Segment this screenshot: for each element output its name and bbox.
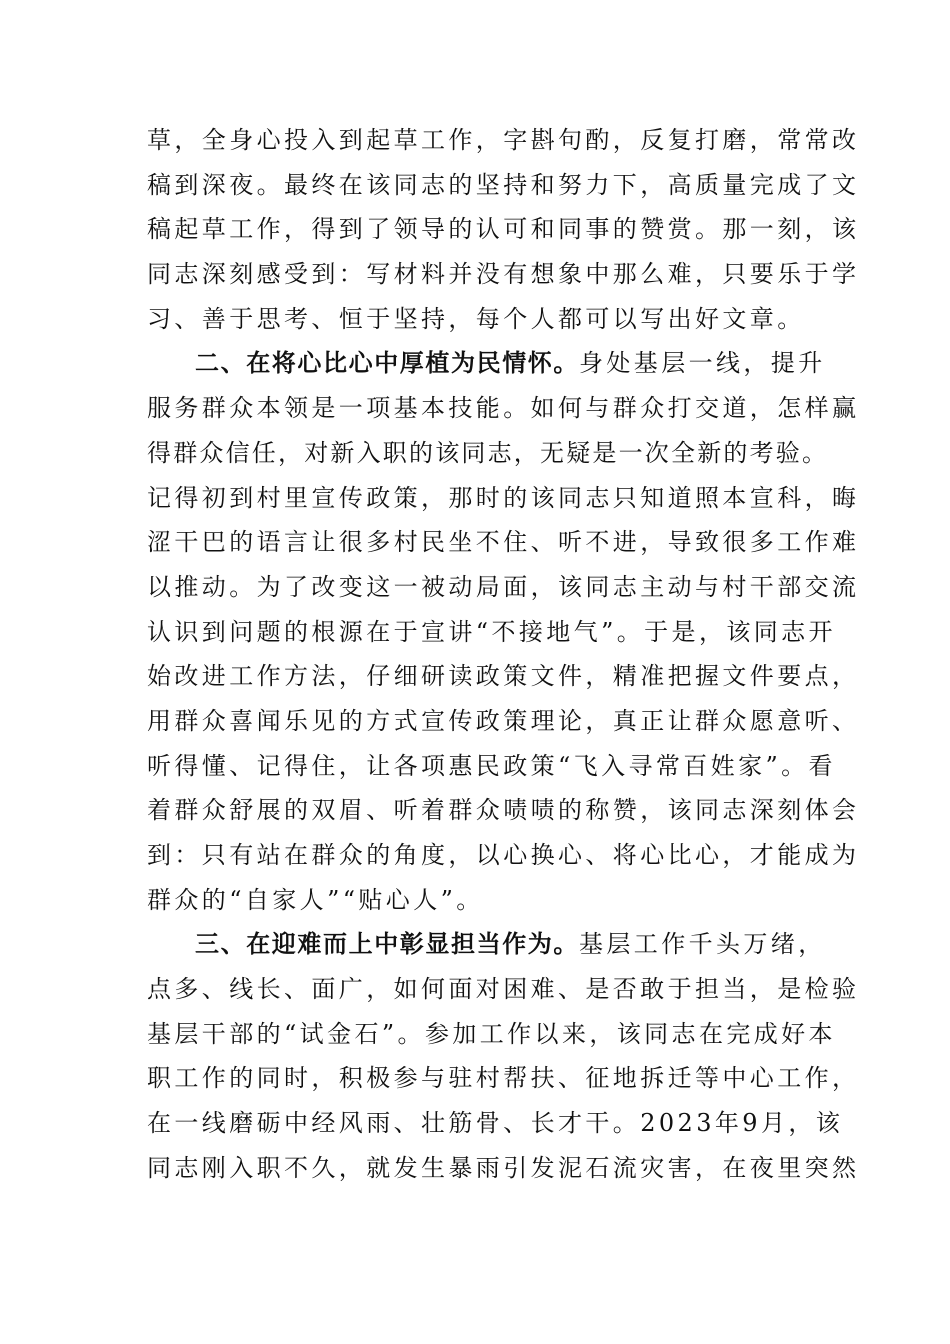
- text-line: [147, 922, 826, 967]
- text-line: 同志深刻感受到：写材料并没有想象中那么难，只要乐于学: [147, 260, 860, 289]
- paragraph-section1-continued: [147, 118, 860, 341]
- text-line: 基层干部的“试金石”。参加工作以来，该同志在完成好本: [147, 1019, 836, 1048]
- text-line: 涩干巴的语言让很多村民坐不住、听不进，导致很多工作难: [147, 528, 860, 557]
- text-line: 同志刚入职不久，就发生暴雨引发泥石流灾害，在夜里突然: [147, 1153, 860, 1182]
- text-line: 认识到问题的根源在于宣讲“不接地气”。于是，该同志开: [147, 617, 836, 646]
- text-line: 始改进工作方法，仔细研读政策文件，精准把握文件要点，: [147, 662, 860, 691]
- text-line: 草，全身心投入到起草工作，字斟句酌，反复打磨，常常改: [147, 126, 860, 154]
- text-line: [147, 341, 826, 386]
- text-line: 职工作的同时，积极参与驻村帮扶、征地拆迁等中心工作，: [147, 1064, 860, 1093]
- document-body: [147, 118, 860, 1191]
- text-line: 点多、线长、面广，如何面对困难、是否敢于担当，是检验: [147, 975, 860, 1004]
- text-line: 在一线磨砺中经风雨、壮筋骨、长才干。2023年9月，该: [147, 1109, 844, 1138]
- section3-heading: 三、在迎难而上中彰显担当作为。: [195, 929, 579, 959]
- paragraph-section2: [147, 341, 860, 922]
- text-line: 服务群众本领是一项基本技能。如何与群众打交道，怎样赢: [147, 394, 860, 423]
- text-line: 稿起草工作，得到了领导的认可和同事的赞赏。那一刻，该: [147, 215, 860, 244]
- text-line: 以推动。为了改变这一被动局面，该同志主动与村干部交流: [147, 572, 860, 601]
- text-line: 听得懂、记得住，让各项惠民政策“飞入寻常百姓家”。看: [147, 751, 836, 780]
- section3-first-line: 基层工作千头万绪，: [579, 930, 826, 959]
- text-line: 到：只有站在群众的角度，以心换心、将心比心，才能成为: [147, 841, 860, 869]
- section2-heading: 二、在将心比心中厚植为民情怀。: [195, 348, 579, 378]
- paragraph-section3: [147, 922, 860, 1190]
- text-line: 着群众舒展的双眉、听着群众啧啧的称赞，该同志深刻体会: [147, 796, 860, 825]
- text-line: 群众的“自家人”“贴心人”。: [147, 885, 484, 914]
- section2-first-line: 身处基层一线，提升: [579, 349, 826, 378]
- text-line: 记得初到村里宣传政策，那时的该同志只知道照本宣科，晦: [147, 483, 860, 512]
- text-line: 得群众信任，对新入职的该同志，无疑是一次全新的考验。: [147, 438, 829, 467]
- text-line: 用群众喜闻乐见的方式宣传政策理论，真正让群众愿意听、: [147, 706, 860, 735]
- text-line: 稿到深夜。最终在该同志的坚持和努力下，高质量完成了文: [147, 170, 860, 199]
- text-line: 习、善于思考、恒于坚持，每个人都可以写出好文章。: [147, 304, 805, 333]
